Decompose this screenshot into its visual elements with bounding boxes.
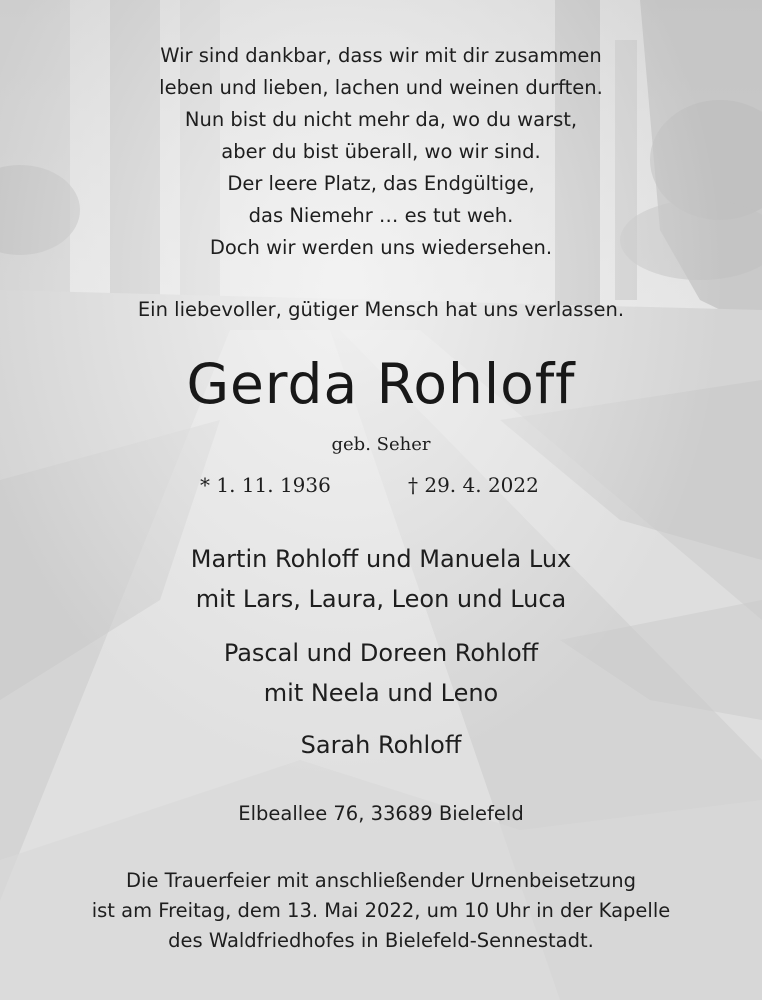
family-line: mit Lars, Laura, Leon und Luca — [195, 585, 567, 613]
poem-line: das Niemehr … es tut weh. — [248, 204, 514, 227]
funeral-line: ist am Freitag, dem 13. Mai 2022, um 10 Uhr in der Kapelle — [91, 899, 671, 922]
poem-line: Doch wir werden uns wiedersehen. — [209, 236, 553, 259]
poem-line: Nun bist du nicht mehr da, wo du warst, — [184, 108, 578, 131]
family-line: Sarah Rohloff — [300, 731, 462, 759]
funeral-line: Die Trauerfeier mit anschließender Urnenbeisetzung — [126, 869, 636, 892]
deceased-name: Gerda Rohloff — [186, 352, 576, 416]
poem-line: aber du bist überall, wo wir sind. — [221, 140, 541, 163]
funeral-line: des Waldfriedhofes in Bielefeld-Sennestadt. — [168, 929, 594, 952]
poem-line: Wir sind dankbar, dass wir mit dir zusammen — [160, 44, 602, 67]
address: Elbeallee 76, 33689 Bielefeld — [238, 802, 524, 825]
birth-name: geb. Seher — [331, 434, 431, 455]
family-line: mit Neela und Leno — [263, 679, 499, 707]
intro-text: Ein liebevoller, gütiger Mensch hat uns verlassen. — [137, 298, 625, 321]
poem-line: Der leere Platz, das Endgültige, — [227, 172, 535, 195]
family-line: Martin Rohloff und Manuela Lux — [190, 545, 572, 573]
family-line: Pascal und Doreen Rohloff — [223, 639, 539, 667]
death-date: † 29. 4. 2022 — [408, 473, 539, 497]
poem-line: leben und lieben, lachen und weinen durften. — [159, 76, 603, 99]
birth-date: * 1. 11. 1936 — [200, 473, 331, 497]
